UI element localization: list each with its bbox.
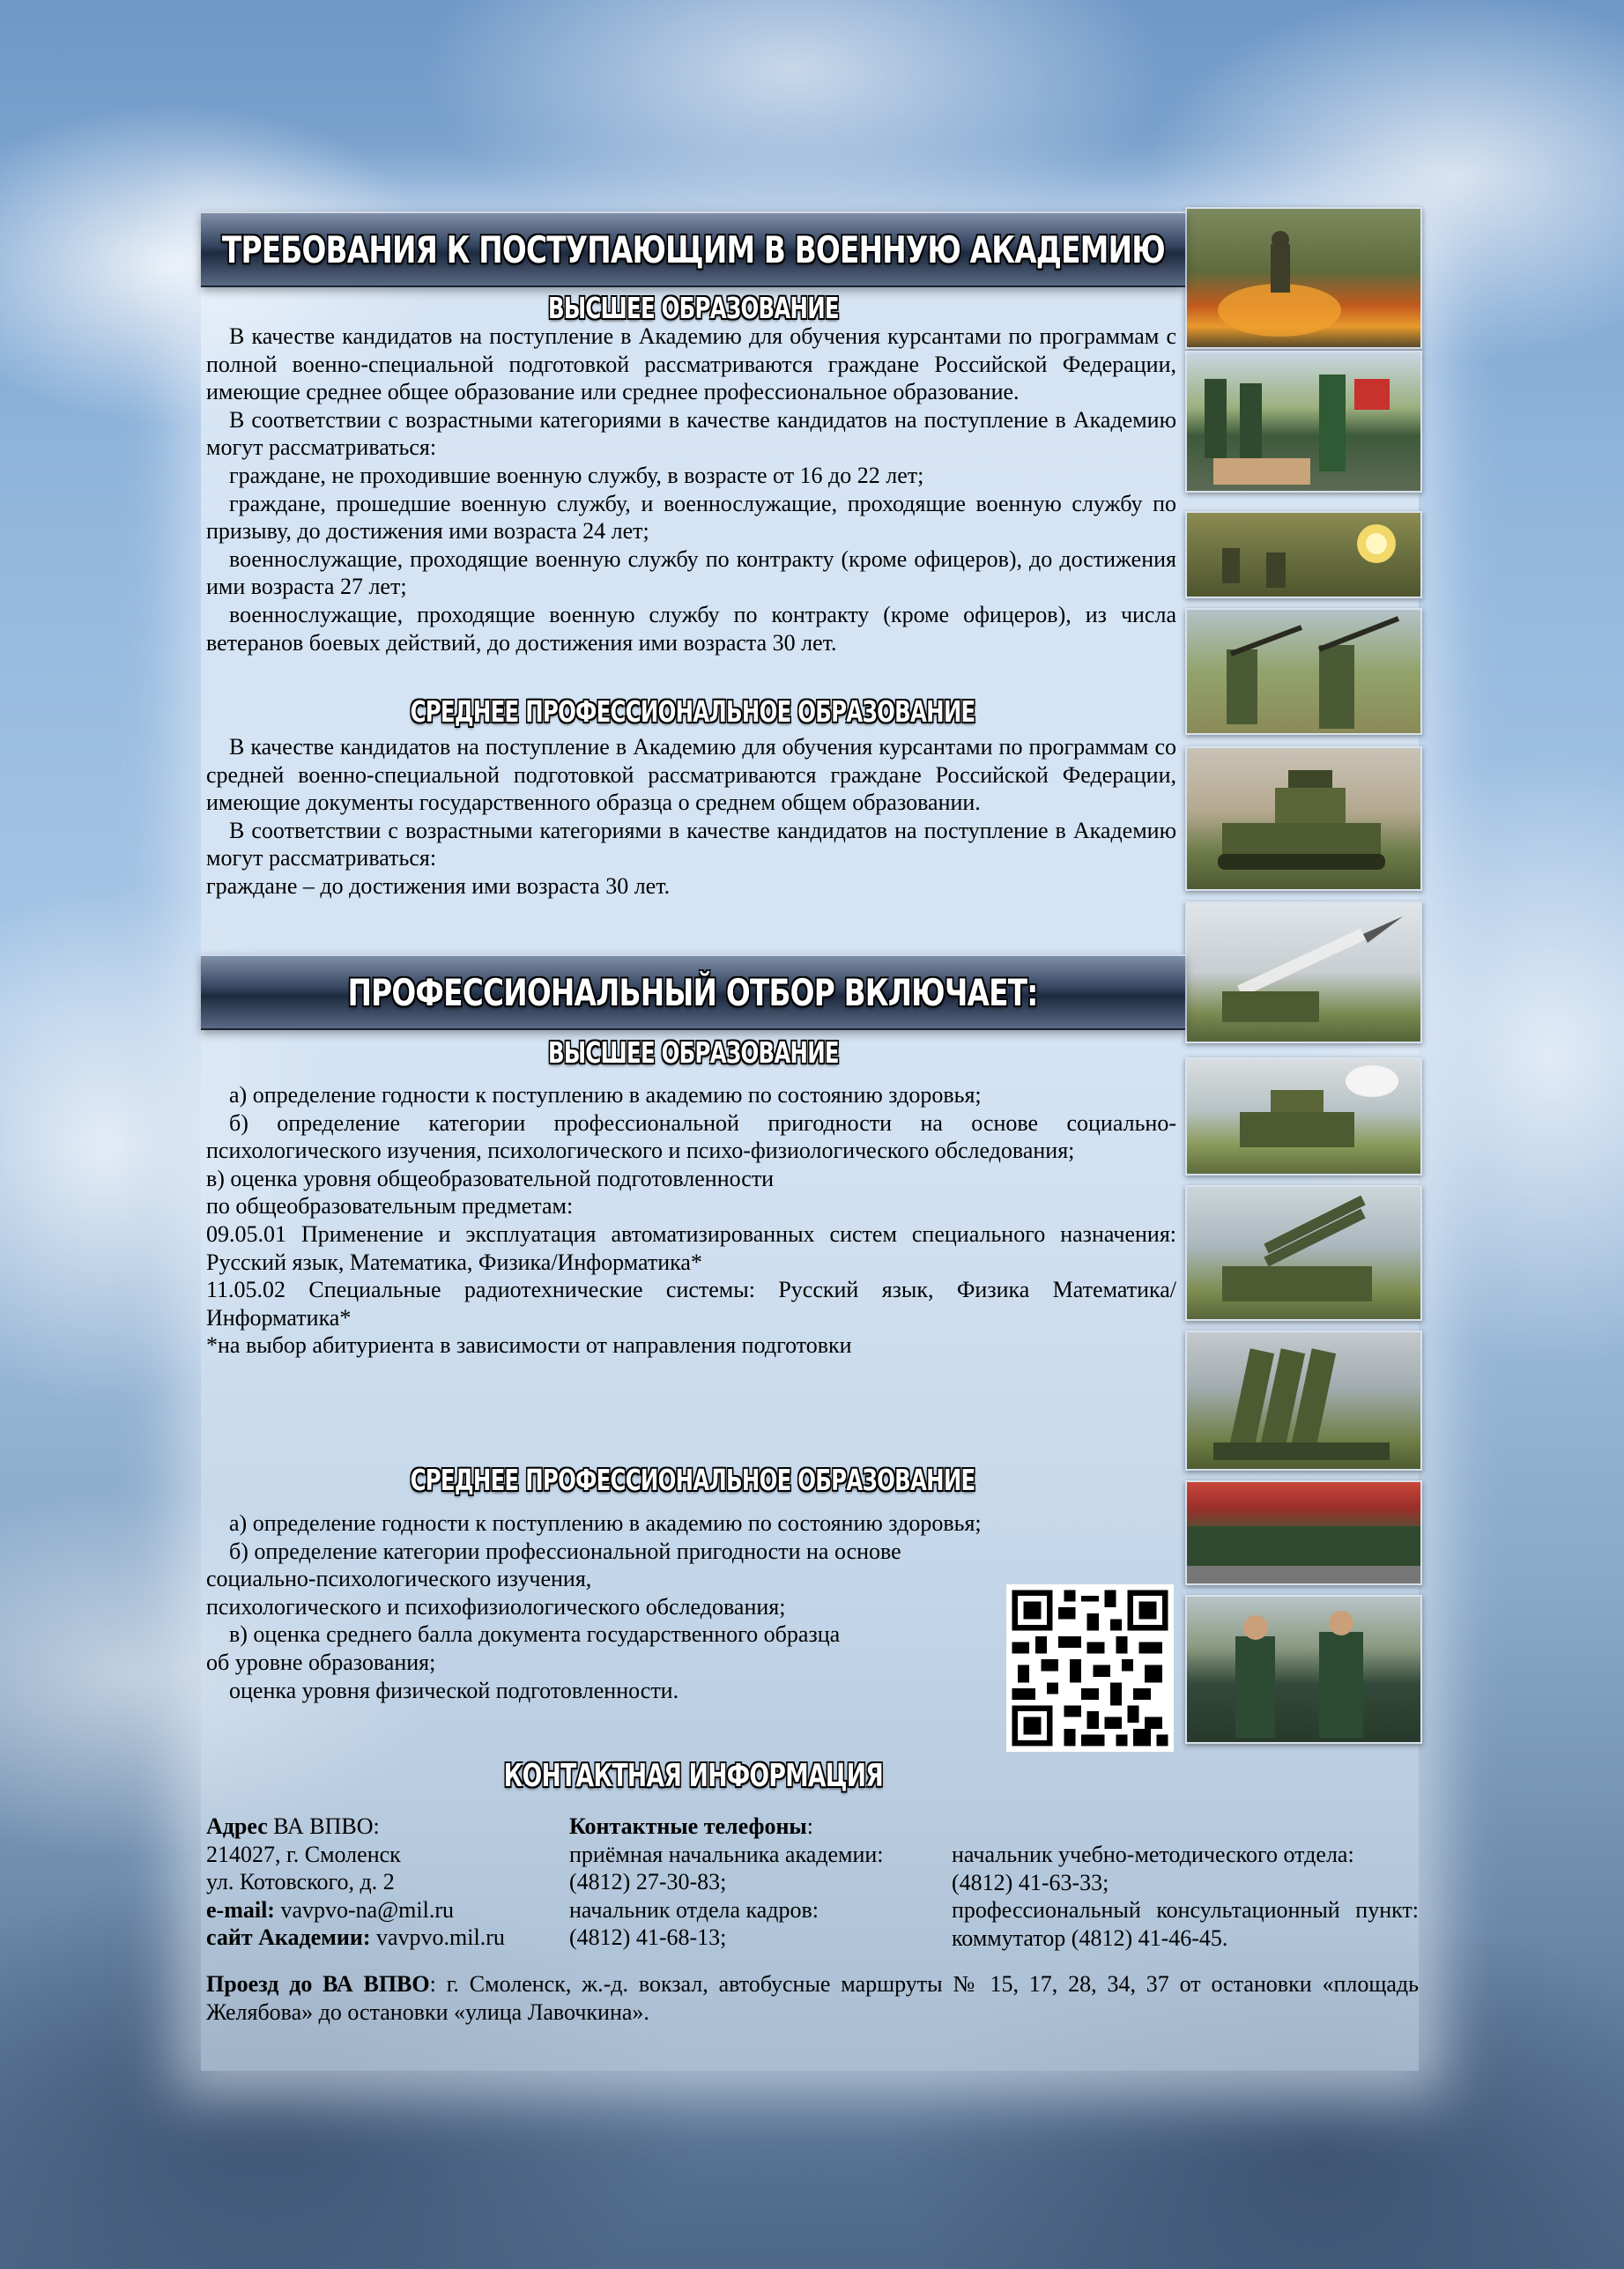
route-block <box>206 1970 1419 2026</box>
section1-heading: ВЫСШЕЕ ОБРАЗОВАНИЕ <box>547 291 839 325</box>
qr-code[interactable] <box>1006 1584 1174 1752</box>
route-label: Проезд до ВА ВПВО <box>206 1971 430 1997</box>
selection-banner <box>201 954 1185 1030</box>
address-label: Адрес <box>206 1813 268 1839</box>
address-line1: 214027, г. Смоленск <box>206 1841 401 1867</box>
higher-item-b: б) определение категории профессиональной пригодности на основе социально-психологического изучения, психологического и психо-физиологического обследования; <box>206 1109 1176 1164</box>
photo-parade <box>1185 1480 1422 1585</box>
officers-illustration <box>1187 1597 1420 1742</box>
contacts-address-block <box>206 1813 559 1952</box>
photo-officers <box>1185 1595 1422 1744</box>
qr-code-icon <box>1006 1584 1174 1752</box>
higher-item-c1: в) оценка уровня общеобразовательной подготовленности <box>206 1165 775 1191</box>
photo-s300-launcher <box>1185 1331 1422 1471</box>
selection-secondary-heading: СРЕДНЕЕ ПРОФЕССИОНАЛЬНОЕ ОБРАЗОВАНИЕ <box>411 1463 975 1497</box>
section2-para2: В соответствии с возрастными категориями в качестве кандидатов на поступление в Академию могут рассматриваться: <box>206 817 1176 871</box>
site-row <box>206 1924 559 1952</box>
sam-field-illustration <box>1187 1059 1420 1174</box>
photo-tracked-vehicle <box>1185 746 1422 891</box>
contacts-phones-block-2 <box>952 1841 1419 1952</box>
tracked-vehicle-illustration <box>1187 748 1420 889</box>
parade-illustration <box>1187 1482 1420 1583</box>
secondary-item-b3: психологического и психофизиологического обследования; <box>206 1593 786 1620</box>
section2-heading: СРЕДНЕЕ ПРОФЕССИОНАЛЬНОЕ ОБРАЗОВАНИЕ <box>411 694 975 729</box>
higher-item-c2: по общеобразовательным предметам: <box>206 1193 574 1220</box>
secondary-item-a: а) определение годности к поступлению в академию по состоянию здоровья; <box>229 1510 982 1536</box>
main-title-banner <box>201 211 1185 287</box>
consult-label: профессиональный консультационный пункт: коммутатор (4812) 41-46-45. <box>952 1897 1419 1951</box>
section1-item4: военнослужащие, проходящие военную службу по контракту (кроме офицеров), из числа ветеранов боевых действий, до достижения ими возраста 30 лет. <box>206 601 1176 656</box>
photo-soldier-fire <box>1185 207 1422 349</box>
secondary-item-c1: в) оценка среднего балла документа государственного образца <box>229 1621 841 1648</box>
hr-phone: (4812) 41-68-13; <box>569 1924 727 1951</box>
selection-higher-heading: ВЫСШЕЕ ОБРАЗОВАНИЕ <box>547 1035 839 1070</box>
explosion-illustration <box>1187 513 1420 597</box>
reception-phone: (4812) 27-30-83; <box>569 1869 727 1895</box>
section1-para2: В соответствии с возрастными категориями в качестве кандидатов на поступление в Академию могут рассматриваться: <box>206 406 1176 461</box>
ceremony-illustration <box>1187 352 1420 491</box>
s300-illustration <box>1187 1332 1420 1469</box>
contacts-heading: КОНТАКТНАЯ ИНФОРМАЦИЯ <box>503 1758 883 1794</box>
section1-para1: В качестве кандидатов на поступление в Академию для обучения курсантами по программам с полной военно-специальной подготовкой рассматриваются граждане Российской Федерации, имеющие среднее общее образование или среднее профессиональное образование. <box>206 323 1176 405</box>
section1-body <box>206 323 1176 656</box>
secondary-item-d: оценка уровня физической подготовленности. <box>229 1677 679 1703</box>
selection-higher-body <box>206 1081 1176 1360</box>
section1-item3: военнослужащие, проходящие военную службу по контракту (кроме офицеров), до достижения ими возраста 27 лет; <box>206 545 1176 600</box>
site-value[interactable]: vavpvo.mil.ru <box>370 1924 505 1951</box>
secondary-item-b2: социально-психологического изучения, <box>206 1566 592 1592</box>
phones-title: Контактные телефоны <box>569 1813 807 1839</box>
phones-title-row: Контактные телефоны: <box>569 1813 813 1839</box>
soldier-fire-illustration <box>1187 209 1420 347</box>
higher-spec2: 11.05.02 Специальные радиотехнические системы: Русский язык, Физика Математика/ Информатика* <box>206 1277 1176 1331</box>
photo-oath-ceremony <box>1185 351 1422 493</box>
section1-item1: граждане, не проходившие военную службу, в возрасте от 16 до 22 лет; <box>229 462 924 488</box>
selection-title: ПРОФЕССИОНАЛЬНЫЙ ОТБОР ВКЛЮЧАЕТ: <box>347 970 1039 1014</box>
edu-label: начальник учебно-методического отдела: <box>952 1842 1354 1867</box>
higher-note: *на выбор абитуриента в зависимости от направления подготовки <box>206 1332 852 1359</box>
missile-launch-illustration <box>1187 903 1420 1042</box>
buk-illustration <box>1187 1187 1420 1319</box>
higher-spec1: 09.05.01 Применение и эксплуатация автоматизированных систем специального назначения: Русский язык, Математика, Физика/Информатика* <box>206 1220 1176 1275</box>
main-title: ТРЕБОВАНИЯ К ПОСТУПАЮЩИМ В ВОЕННУЮ АКАДЕМИЮ <box>221 227 1165 271</box>
section2-item1: граждане – до достижения ими возраста 30 лет. <box>206 872 671 899</box>
email-label: e-mail: <box>206 1896 275 1923</box>
photo-buk-launcher <box>1185 1185 1422 1321</box>
secondary-item-c2: об уровне образования; <box>206 1649 436 1675</box>
contacts-phones-block <box>569 1813 948 1952</box>
section1-item2: граждане, прошедшие военную службу, и военнослужащие, проходящие военную службу по призыву, до достижения ими возраста 24 лет; <box>206 490 1176 545</box>
email-value[interactable]: vavpvo-na@mil.ru <box>274 1896 454 1923</box>
reception-label: приёмная начальника академии: <box>569 1841 884 1867</box>
photo-manpads-crew <box>1185 608 1422 735</box>
photo-missile-launch <box>1185 901 1422 1043</box>
section2-body <box>206 733 1176 901</box>
edu-phone: (4812) 41-63-33; <box>952 1869 1109 1895</box>
section2-para1: В качестве кандидатов на поступление в Академию для обучения курсантами по программам со средней военно-специальной подготовкой рассматриваются граждане Российской Федерации, имеющие документы государственного образца о среднем общем образовании. <box>206 734 1176 816</box>
hr-label: начальник отдела кадров: <box>569 1896 819 1923</box>
photo-sam-vehicle-field <box>1185 1057 1422 1175</box>
address-org: ВА ВПВО: <box>267 1813 380 1839</box>
address-row <box>206 1813 559 1841</box>
site-label: сайт Академии: <box>206 1924 371 1951</box>
manpads-illustration <box>1187 610 1420 733</box>
address-line2: ул. Котовского, д. 2 <box>206 1869 395 1895</box>
email-row <box>206 1896 559 1924</box>
route-text: : г. Смоленск, ж.-д. вокзал, автобусные маршруты № 15, 17, 28, 34, 37 от остановки «площадь Желябова» до остановки «улица Лавочкина». <box>206 1971 1420 2025</box>
photo-field-explosion <box>1185 511 1422 598</box>
higher-item-a: а) определение годности к поступлению в академию по состоянию здоровья; <box>229 1082 982 1108</box>
secondary-item-b1: б) определение категории профессиональной пригодности на основе <box>229 1538 901 1564</box>
